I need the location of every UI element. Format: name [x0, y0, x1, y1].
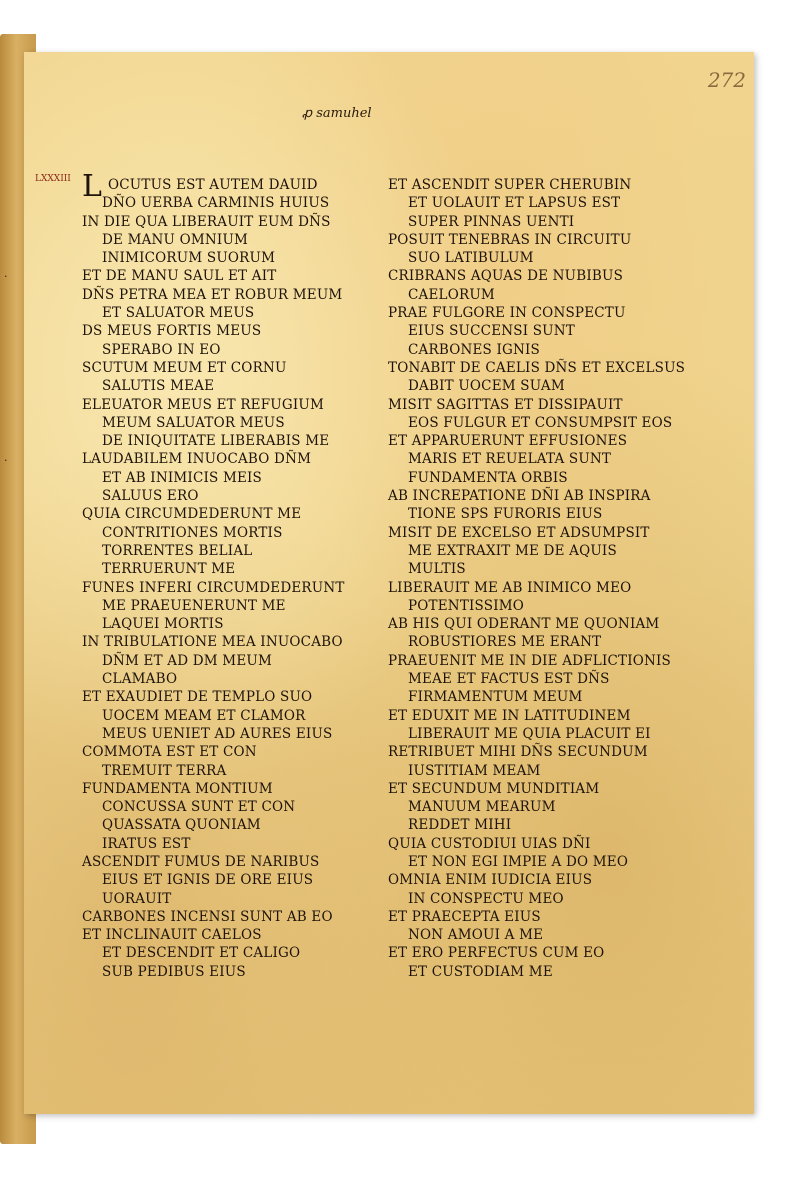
text-line: UOCEM MEAM ET CLAMOR [102, 707, 306, 724]
text-line: ET UOLAUIT ET LAPSUS EST [408, 195, 621, 212]
text-line: SUPER PINNAS UENTI [408, 213, 575, 230]
text-line: DÑO UERBA CARMINIS HUIUS [102, 195, 330, 212]
spine-mark: · [4, 454, 8, 467]
text-line: ME EXTRAXIT ME DE AQUIS [408, 542, 617, 559]
right-column [388, 176, 685, 981]
text-line: FUNES INFERI CIRCUMDEDERUNT [82, 579, 345, 596]
text-line: ET NON EGI IMPIE A DO MEO [408, 853, 629, 870]
text-line: DS MEUS FORTIS MEUS [82, 323, 262, 340]
text-line: TIONE SPS FURORIS EIUS [408, 506, 603, 523]
text-line: QUASSATA QUONIAM [102, 817, 261, 834]
text-line: ET SECUNDUM MUNDITIAM [388, 780, 600, 797]
text-line: CRIBRANS AQUAS DE NUBIBUS [388, 268, 624, 285]
text-line: TREMUIT TERRA [102, 762, 227, 779]
text-line: MARIS ET REUELATA SUNT [408, 451, 612, 468]
text-line: LAUDABILEM INUOCABO DÑM [82, 451, 312, 468]
folio-number: 272 [707, 68, 746, 92]
text-line: MEAE ET FACTUS EST DÑS [408, 671, 610, 688]
text-line: UORAUIT [102, 890, 172, 907]
text-line: ET CUSTODIAM ME [408, 963, 553, 980]
text-line: DÑS PETRA MEA ET ROBUR MEUM [82, 286, 343, 303]
text-line: EIUS ET IGNIS DE ORE EIUS [102, 872, 314, 889]
text-line: LAQUEI MORTIS [102, 616, 224, 633]
text-line: SUB PEDIBUS EIUS [102, 963, 246, 980]
text-line: POTENTISSIMO [408, 597, 525, 614]
text-line: EIUS SUCCENSI SUNT [408, 323, 575, 340]
text-line: DE INIQUITATE LIBERABIS ME [102, 433, 330, 450]
text-line: MEUS UENIET AD AURES EIUS [102, 725, 333, 742]
text-line: AB HIS QUI ODERANT ME QUONIAM [388, 616, 660, 633]
text-line: CARBONES INCENSI SUNT AB EO [82, 908, 333, 925]
text-line: RETRIBUET MIHI DÑS SECUNDUM [388, 744, 648, 761]
text-line: ET INCLINAUIT CAELOS [82, 927, 262, 944]
text-line: DABIT UOCEM SUAM [408, 378, 565, 395]
running-head: ꝓ samuhel [302, 106, 372, 121]
text-line: QUIA CIRCUMDEDERUNT ME [82, 506, 302, 523]
text-line: ET ERO PERFECTUS CUM EO [388, 945, 605, 962]
text-line: COMMOTA EST ET CON [82, 744, 257, 761]
text-line: QUIA CUSTODIUI UIAS DÑI [388, 835, 591, 852]
text-line: SUO LATIBULUM [408, 250, 534, 267]
manuscript-page [24, 52, 754, 1114]
text-line: IUSTITIAM MEAM [408, 762, 541, 779]
text-line: SPERABO IN EO [102, 341, 221, 358]
text-line: ET PRAECEPTA EIUS [388, 908, 541, 925]
text-line: CLAMABO [102, 671, 178, 688]
text-line: CONTRITIONES MORTIS [102, 524, 283, 541]
text-line: MEUM SALUATOR MEUS [102, 414, 285, 431]
text-line: OMNIA ENIM IUDICIA EIUS [388, 872, 593, 889]
text-line: FUNDAMENTA MONTIUM [82, 780, 273, 797]
text-line: IRATUS EST [102, 835, 191, 852]
text-line: TONABIT DE CAELIS DÑS ET EXCELSUS [388, 359, 686, 376]
text-line: MANUUM MEARUM [408, 799, 556, 816]
text-line: REDDET MIHI [408, 817, 512, 834]
text-line: ET ASCENDIT SUPER CHERUBIN [388, 177, 632, 193]
text-line: ROBUSTIORES ME ERANT [408, 634, 602, 651]
text-line: IN DIE QUA LIBERAUIT EUM DÑS [82, 213, 331, 230]
text-line: ET AB INIMICIS MEIS [102, 469, 263, 486]
text-line: FUNDAMENTA ORBIS [408, 469, 568, 486]
text-line: CAELORUM [408, 286, 495, 303]
text-line: PRAEUENIT ME IN DIE ADFLICTIONIS [388, 652, 671, 669]
text-line: INIMICORUM SUORUM [102, 250, 276, 267]
decorated-initial: L [82, 169, 102, 204]
text-line: DE MANU OMNIUM [102, 231, 249, 248]
text-line: CONCUSSA SUNT ET CON [102, 799, 296, 816]
text-line: ET APPARUERUNT EFFUSIONES [388, 433, 628, 450]
left-column [82, 169, 345, 981]
text-line: AB INCREPATIONE DÑI AB INSPIRA [388, 488, 651, 505]
text-line: ET EDUXIT ME IN LATITUDINEM [388, 707, 631, 724]
text-line: POSUIT TENEBRAS IN CIRCUITU [388, 231, 632, 248]
text-line: EOS FULGUR ET CONSUMPSIT EOS [408, 414, 673, 431]
text-line: TERRUERUNT ME [102, 561, 236, 578]
text-line: FIRMAMENTUM MEUM [408, 689, 583, 706]
text-line: MULTIS [408, 561, 466, 578]
text-line: LIBERAUIT ME AB INIMICO MEO [388, 579, 632, 596]
text-line: SCUTUM MEUM ET CORNU [82, 359, 287, 376]
text-line: ET DESCENDIT ET CALIGO [102, 945, 301, 962]
text-line: MISIT DE EXCELSO ET ADSUMPSIT [388, 524, 650, 541]
text-line: DÑM ET AD DM MEUM [102, 652, 272, 669]
text-line: SALUUS ERO [102, 488, 199, 505]
text-line: CARBONES IGNIS [408, 341, 540, 358]
text-line: ELEUATOR MEUS ET REFUGIUM [82, 396, 325, 413]
text-line: IN CONSPECTU MEO [408, 890, 564, 907]
chapter-number: LXXXIII [35, 174, 71, 184]
text-line: ET EXAUDIET DE TEMPLO SUO [82, 689, 313, 706]
text-line: TORRENTES BELIAL [102, 542, 253, 559]
text-line: MISIT SAGITTAS ET DISSIPAUIT [388, 396, 623, 413]
text-line: LIBERAUIT ME QUIA PLACUIT EI [408, 725, 651, 742]
text-line: ME PRAEUENERUNT ME [102, 597, 286, 614]
text-line: SALUTIS MEAE [102, 378, 215, 395]
text-line: PRAE FULGORE IN CONSPECTU [388, 305, 626, 322]
text-line: ET DE MANU SAUL ET AIT [82, 268, 277, 285]
spine-mark: · [4, 270, 8, 283]
text-line: ASCENDIT FUMUS DE NARIBUS [82, 853, 320, 870]
text-line: IN TRIBULATIONE MEA INUOCABO [82, 634, 343, 651]
text-line: NON AMOUI A ME [408, 927, 544, 944]
text-line: ET SALUATOR MEUS [102, 305, 255, 322]
text-line: OCUTUS EST AUTEM DAUID [108, 177, 318, 193]
